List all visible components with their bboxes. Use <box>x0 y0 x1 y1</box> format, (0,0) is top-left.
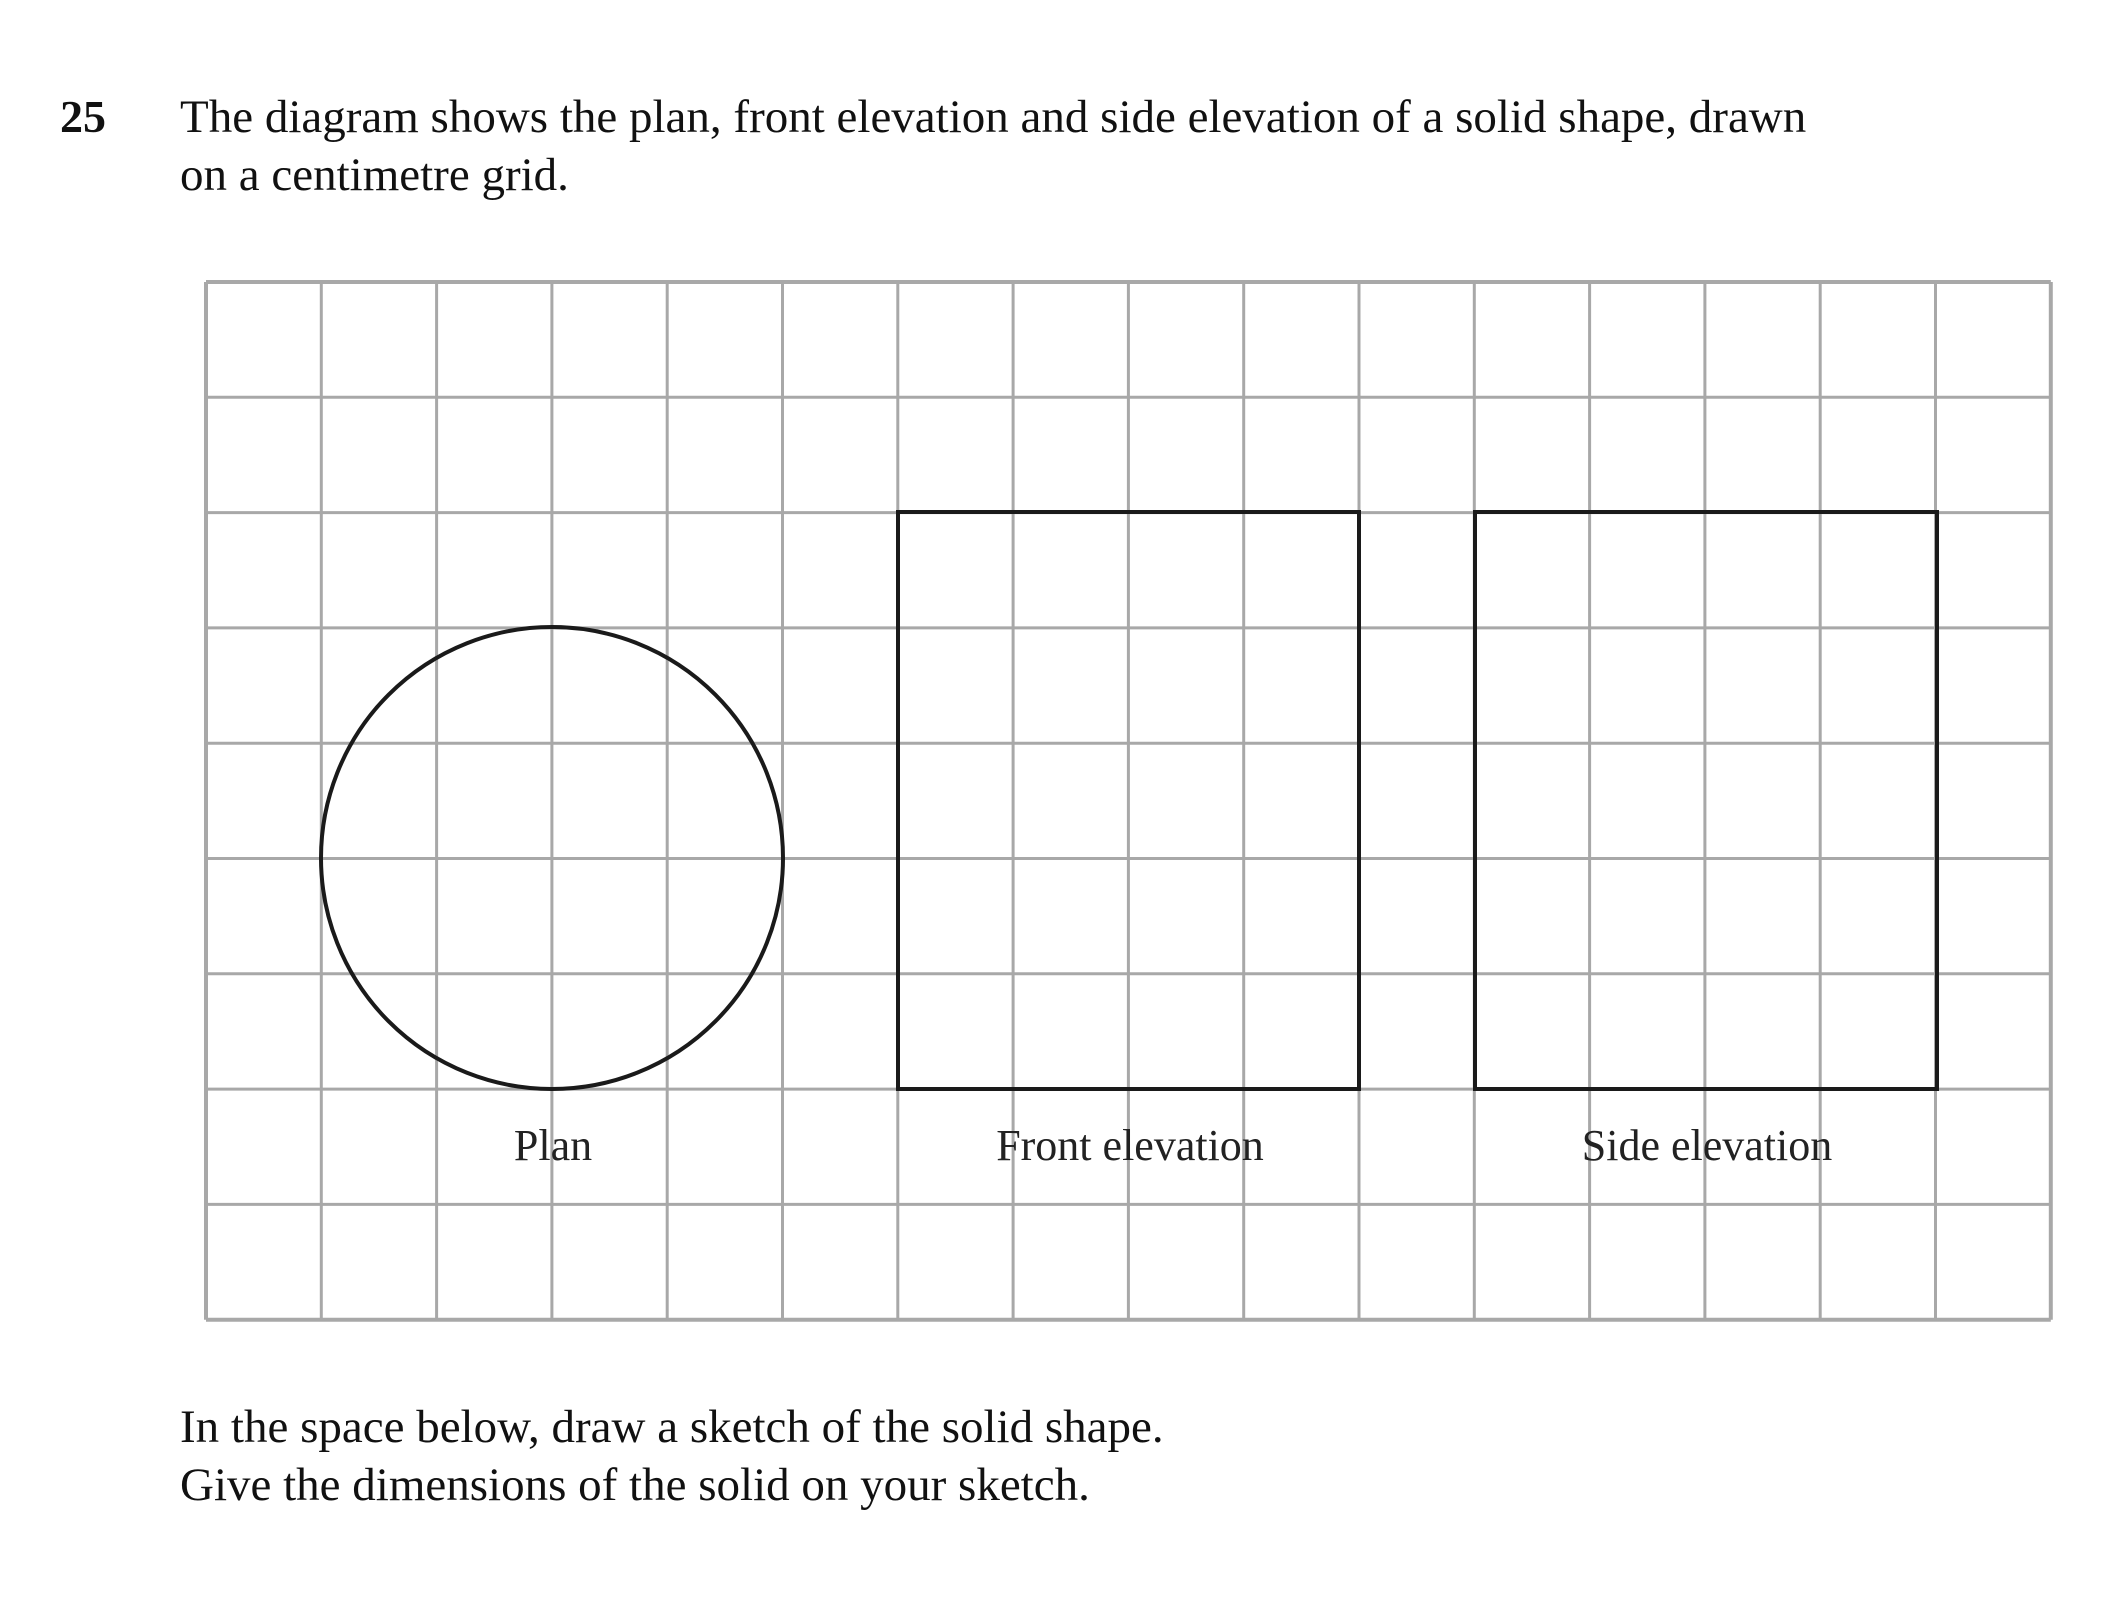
instruction-line-2: Give the dimensions of the solid on your sketch. <box>180 1459 1090 1511</box>
question-text-line-1: The diagram shows the plan, front elevation and side elevation of a solid shape, drawn <box>180 91 1807 143</box>
question-number: 25 <box>60 91 106 142</box>
instruction-line-1: In the space below, draw a sketch of the solid shape. <box>180 1401 1164 1453</box>
front-elevation-label: Front elevation <box>996 1121 1264 1170</box>
side-elevation-label: Side elevation <box>1581 1121 1833 1170</box>
question-text-line-2: on a centimetre grid. <box>180 149 569 201</box>
plan-label: Plan <box>513 1121 593 1170</box>
instructions <box>180 1398 1164 1514</box>
